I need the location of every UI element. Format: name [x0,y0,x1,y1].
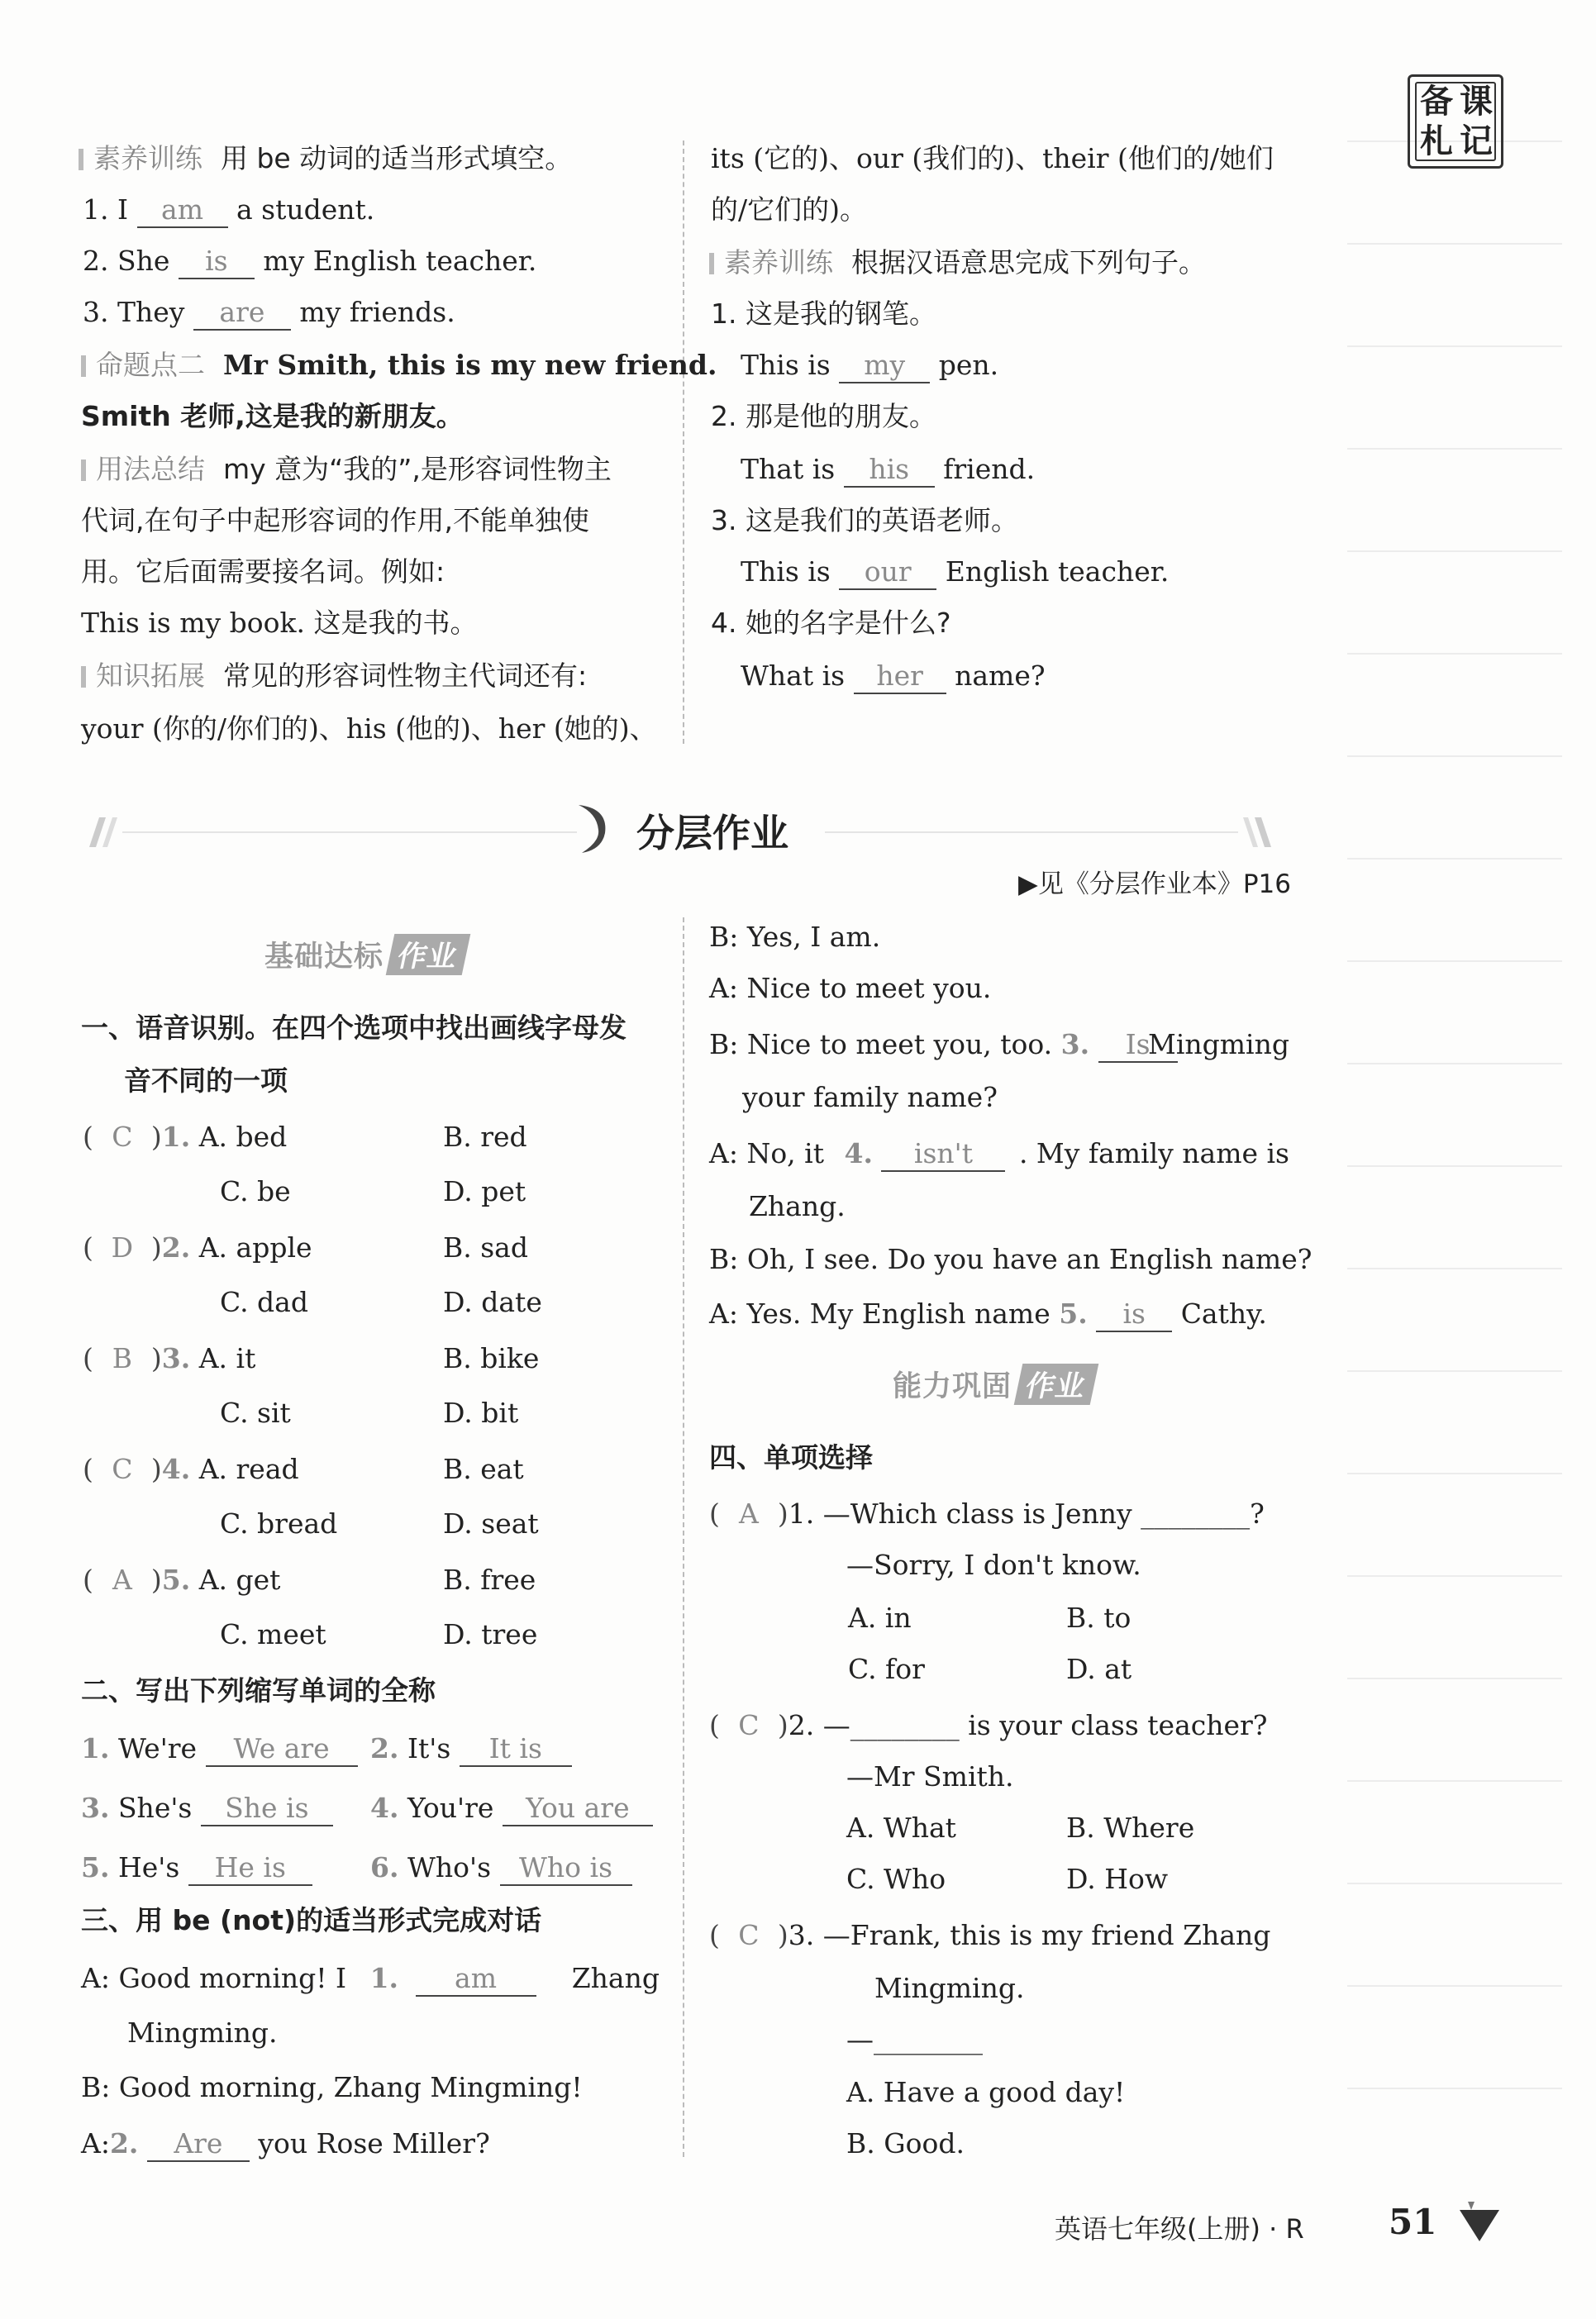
sentence-prompt: 2. 那是他的朋友。 [711,400,936,432]
note-line [1347,1985,1562,1987]
dialog-line: A: No, it 4. isn't . My family name is [709,1136,1289,1172]
stamp-char: 札 [1420,122,1453,160]
part-1-heading: 一、语音识别。在四个选项中找出画线字母发 [81,1012,626,1044]
abbrev-item: 2. It's It is [370,1731,572,1767]
dialog-line: A: Good morning! I 1. am Zhang [81,1960,660,1997]
proposition-tag: 命题点二 [81,349,205,381]
mc-option: B. free [443,1564,536,1596]
sentence-answer: That is his friend. [741,451,1035,488]
dialog-line: B: Nice to meet you, too. 3. Is Mingming [709,1026,1289,1063]
dialog-line: Zhang. [749,1190,846,1222]
mc-option: C. meet [220,1618,326,1650]
choice-option: C. for [848,1653,925,1685]
answer-blank: am [416,1962,536,1997]
choice-option: D. How [1066,1863,1169,1895]
mc-answer: C [112,1453,133,1485]
dialog-line: B: Good morning, Zhang Mingming! [81,2071,583,2103]
answer-blank: She is [201,1792,333,1826]
note-line [1347,1268,1562,1269]
knowledge-line: its (它的)、our (我们的)、their (他们的/她们 [711,142,1274,174]
homework-badge: 作业 [386,934,471,975]
mc-answer: A [112,1564,132,1596]
note-line [1347,2088,1562,2089]
dialog-line: A: Nice to meet you. [709,972,992,1004]
knowledge-extension: 知识拓展 常见的形容词性物主代词还有: [81,658,587,694]
mc-answer: D [111,1231,134,1264]
banner-swoosh-icon [575,800,615,858]
answer-blank: We are [206,1732,358,1767]
answer-blank: am [137,193,228,228]
abbrev-item: 1. We're We are [81,1731,358,1767]
dialog-line: A:2. Are you Rose Miller? [81,2126,490,2162]
basic-section-label: 基础达标 作业 [264,934,466,975]
mc-question-2: ( D )2. A. apple [83,1230,312,1266]
answer-blank: is [1096,1298,1172,1332]
abbrev-item: 4. You're You are [370,1790,653,1826]
lesson-notes-stamp [1408,74,1503,169]
mc-question-3: ( B )3. A. it [83,1340,255,1377]
note-line [1347,653,1562,655]
choice-option: A. in [848,1602,912,1634]
mc-option: C. dad [220,1286,308,1318]
column-divider [683,917,684,2157]
choice-option: C. Who [846,1863,946,1895]
knowledge-line: your (你的/你们的)、his (他的)、her (她的)、 [81,712,657,745]
note-line [1347,1780,1562,1782]
page-corner-arrow-icon [1455,2198,1504,2245]
choice-line: Mingming. [874,1972,1025,2004]
choice-answer: A [738,1498,759,1530]
mc-option: B. sad [443,1231,528,1264]
mc-option: D. date [443,1286,542,1318]
fill-question-2: 2. She is my English teacher. [83,243,536,279]
note-line [1347,1678,1562,1679]
mc-option: D. seat [443,1507,539,1540]
note-line [1347,1473,1562,1474]
stamp-char: 备 [1420,83,1453,121]
dialog-line: B: Oh, I see. Do you have an English name? [709,1243,1313,1275]
note-line [1347,755,1562,757]
note-line [1347,1370,1562,1372]
choice-option: B. to [1066,1602,1131,1634]
mc-question-4: ( C )4. A. read [83,1451,299,1488]
knowledge-line: 的/它们的)。 [711,193,867,226]
choice-answer: C [738,1709,760,1741]
notes-column [1347,140,1562,2190]
note-line [1347,858,1562,860]
banner-title: 分层作业 [636,811,788,855]
answer-blank: It is [460,1732,572,1767]
answer-blank: his [844,453,935,488]
choice-question-3: ( C )3. —Frank, this is my friend Zhang [709,1917,1270,1954]
choice-question-2: ( C )2. —________ is your class teacher? [709,1707,1268,1744]
workbook-reference: ▶见《分层作业本》P16 [1018,869,1291,899]
fill-question-3: 3. They are my friends. [83,294,455,331]
usage-line: 代词,在句子中起形容词的作用,不能单独使 [81,504,589,536]
choice-line: —________ [846,2023,983,2055]
footer-book-title: 英语七年级(上册) · R [1055,2213,1304,2245]
part-1-heading: 音不同的一项 [124,1064,288,1097]
dialog-line: your family name? [742,1081,998,1113]
homework-badge: 作业 [1014,1364,1099,1405]
mc-option: D. tree [443,1618,538,1650]
stamp-char: 课 [1460,83,1493,121]
usage-example: This is my book. 这是我的书。 [81,607,478,639]
training-tag: 素养训练 [79,142,202,174]
mc-option: B. red [443,1121,527,1153]
mc-option: D. pet [443,1175,526,1207]
mc-question-1: ( C )1. A. bed [83,1119,287,1155]
answer-blank: Is [1098,1028,1178,1063]
mc-option: D. bit [443,1397,519,1429]
mc-option: C. sit [220,1397,291,1429]
mc-question-5: ( A )5. A. get [83,1562,280,1598]
answer-blank: You are [503,1792,653,1826]
training-tag: 素养训练 [709,246,833,279]
note-line [1347,550,1562,552]
mc-option: B. bike [443,1342,540,1374]
answer-blank: isn't [881,1137,1005,1172]
dialog-line: Mingming. [127,2017,278,2049]
sentence-answer: This is our English teacher. [741,554,1169,590]
proposition-translation: Smith 老师,这是我的新朋友。 [81,400,464,432]
page-number: 51 [1389,2202,1437,2242]
sentence-prompt: 3. 这是我们的英语老师。 [711,504,1018,536]
mc-option: C. be [220,1175,291,1207]
note-line [1347,1165,1562,1167]
answer-blank: is [179,245,255,279]
choice-question-1: ( A )1. —Which class is Jenny ________? [709,1496,1265,1532]
note-line [1347,960,1562,962]
answer-blank: her [854,660,946,694]
answer-blank: Who is [500,1851,632,1886]
abbrev-item: 6. Who's Who is [370,1850,632,1886]
sentence-prompt: 1. 这是我的钢笔。 [711,298,936,330]
abbrev-item: 5. He's He is [81,1850,312,1886]
dialog-line: B: Yes, I am. [709,921,881,953]
mc-option: C. bread [220,1507,338,1540]
part-3-heading: 三、用 be (not)的适当形式完成对话 [81,1904,542,1936]
note-line [1347,1063,1562,1064]
mc-answer: B [112,1342,132,1374]
answer-blank: Are [147,2127,250,2162]
proposition-point-2: 命题点二 Mr Smith, this is my new friend. [81,347,717,383]
fill-question-1: 1. I am a student. [83,192,374,228]
mc-answer: C [112,1121,133,1153]
sentence-answer: What is her name? [741,658,1046,694]
choice-line: —Sorry, I don't know. [846,1549,1141,1581]
part-2-heading: 二、写出下列缩写单词的全称 [81,1674,436,1707]
knowledge-tag: 知识拓展 [81,660,205,692]
part-4-heading: 四、单项选择 [709,1441,873,1474]
note-line [1347,345,1562,347]
choice-option: B. Where [1066,1812,1195,1844]
note-line [1347,1575,1562,1577]
answer-blank: He is [188,1851,312,1886]
choice-option: A. Have a good day! [846,2076,1126,2108]
choice-option: A. What [846,1812,956,1844]
mc-option: B. eat [443,1453,524,1485]
dialog-line: A: Yes. My English name 5. is Cathy. [709,1296,1267,1332]
choice-line: —Mr Smith. [846,1760,1014,1793]
choice-option: B. Good. [846,2127,965,2159]
answer-blank: our [839,555,936,590]
sentence-answer: This is my pen. [741,347,998,383]
choice-answer: C [738,1919,760,1951]
note-line [1347,1883,1562,1884]
note-line [1347,243,1562,245]
column-divider [683,140,684,744]
ability-section-label: 能力巩固 作业 [893,1364,1094,1405]
stamp-char: 记 [1460,122,1493,160]
note-line [1347,448,1562,450]
usage-tag: 用法总结 [81,453,205,485]
answer-blank: my [839,349,930,383]
abbrev-item: 3. She's She is [81,1790,333,1826]
choice-option: D. at [1066,1653,1132,1685]
usage-summary: 用法总结 my 意为“我的”,是形容词性物主 [81,451,612,488]
training-instruction: 素养训练 用 be 动词的适当形式填空。 [79,140,572,177]
usage-line: 用。它后面需要接名词。例如: [81,555,445,588]
answer-blank: are [193,296,291,331]
training-instruction: 素养训练 根据汉语意思完成下列句子。 [709,245,1206,281]
sentence-prompt: 4. 她的名字是什么? [711,607,951,639]
